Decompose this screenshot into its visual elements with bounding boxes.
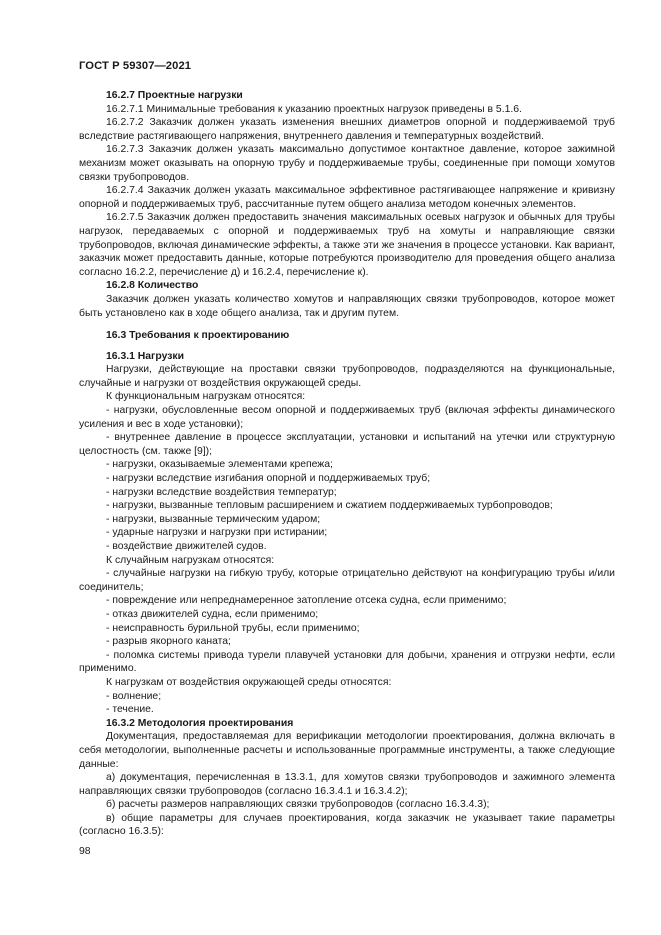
list-item: - нагрузки, вызванные тепловым расширением и сжатием поддерживаемых турбопроводов; <box>106 500 553 512</box>
list-item: б) расчеты размеров направляющих связки трубопроводов (согласно 16.3.4.3); <box>106 799 490 811</box>
heading-16-3: 16.3 Требования к проектированию <box>106 330 290 342</box>
list-item: - нагрузки, вызванные термическим ударом; <box>106 513 321 525</box>
heading-16-3-2: 16.3.2 Методология проектирования <box>106 717 294 729</box>
paragraph: Заказчик должен указать количество хомутов и направляющих связки трубопроводов, которое может быть установлено как в ходе общего анализа, так и другим путем. <box>79 293 615 319</box>
paragraph: Документация, предоставляемая для верификации методологии проектирования, должна включать в себя методологии, выполненные расчеты и использованные программные инструменты, а также следующие данные: <box>79 731 615 770</box>
list-item: - нагрузки, обусловленные весом опорной и поддерживаемых труб (включая эффекты динамического усиления и вес в ходе установки); <box>79 405 615 430</box>
paragraph: 16.2.7.2 Заказчик должен указать изменения внешних диаметров опорной и поддерживаемой труб вследствие растягивающего напряжения, внутреннего давления и температурных воздействий. <box>79 117 615 142</box>
list-item: - ударные нагрузки и нагрузки при истирании; <box>106 527 328 539</box>
page-number: 98 <box>79 846 91 857</box>
list-item: - случайные нагрузки на гибкую трубу, которые отрицательно действуют на конфигурацию трубы и/или соединитель; <box>79 568 615 593</box>
paragraph: 16.2.7.5 Заказчик должен предоставить значения максимальных осевых нагрузок и обычных для трубы нагрузок, передаваемых с опорной и поддерживаемых труб на хомуты и направляющие связки трубопроводов, включая динамические эффекты, а также эти же значения в процессе установки. Как вариант, заказчик может предоставить данные, которые потребуются производителю для проведения общего анализа согласно 16.2.2, перечисление д) и 16.2.4, перечисление к). <box>79 212 615 278</box>
paragraph: 16.2.7.4 Заказчик должен указать максимальное эффективное растягивающее напряжение и кривизну опорной и поддерживаемых труб, рассчитанные путем общего анализа методом конечных элементов. <box>79 185 615 210</box>
list-item: - неисправность бурильной трубы, если применимо; <box>106 622 360 634</box>
list-item: - отказ движителей судна, если применимо; <box>106 608 319 620</box>
document-header: ГОСТ Р 59307—2021 <box>79 60 192 72</box>
list-item: - повреждение или непреднамеренное затопление отсека судна, если применимо; <box>106 595 507 607</box>
paragraph: Нагрузки, действующие на проставки связки трубопроводов, подразделяются на функциональные, случайные и нагрузки от воздействия окружающей среды. <box>79 364 615 389</box>
list-item: - нагрузки вследствие воздействия температур; <box>106 486 337 498</box>
page-body <box>79 89 615 839</box>
heading-16-2-7: 16.2.7 Проектные нагрузки <box>106 90 243 101</box>
paragraph: К функциональным нагрузкам относятся: <box>106 391 306 403</box>
heading-16-2-8: 16.2.8 Количество <box>106 280 199 292</box>
list-item: - нагрузки, оказываемые элементами крепежа; <box>106 459 333 471</box>
list-item: - волнение; <box>106 690 162 702</box>
paragraph: 16.2.7.1 Минимальные требования к указанию проектных нагрузок приведены в 5.1.6. <box>106 103 522 115</box>
list-item: - поломка системы привода турели плавучей установки для добычи, хранения и отгрузки нефти, если применимо. <box>79 649 615 675</box>
paragraph: 16.2.7.3 Заказчик должен указать максимально допустимое контактное давление, которое зажимной механизм может оказывать на опорную трубу и поддерживаемые трубы, соединенные при помощи хомутов связки трубопроводов. <box>79 144 615 183</box>
paragraph: К нагрузкам от воздействия окружающей среды относятся: <box>106 676 392 688</box>
list-item: а) документация, перечисленная в 13.3.1, для хомутов связки трубопроводов и зажимного элемента направляющих связки трубопроводов (согласно 16.3.4.1 и 16.3.4.2); <box>79 772 615 797</box>
list-item: - воздействие движителей судов. <box>106 541 267 552</box>
list-item: - разрыв якорного каната; <box>106 636 231 648</box>
list-item: в) общие параметры для случаев проектирования, когда заказчик не указывает такие параметры (согласно 16.3.5): <box>79 812 615 838</box>
list-item: - нагрузки вследствие изгибания опорной и поддерживаемых труб; <box>106 473 431 485</box>
list-item: - внутреннее давление в процессе эксплуатации, установки и испытаний на утечки или структурную целостность (см. также [9]); <box>79 432 615 457</box>
heading-16-3-1: 16.3.1 Нагрузки <box>106 350 184 362</box>
paragraph: К случайным нагрузкам относятся: <box>106 554 275 566</box>
list-item: - течение. <box>106 704 154 716</box>
